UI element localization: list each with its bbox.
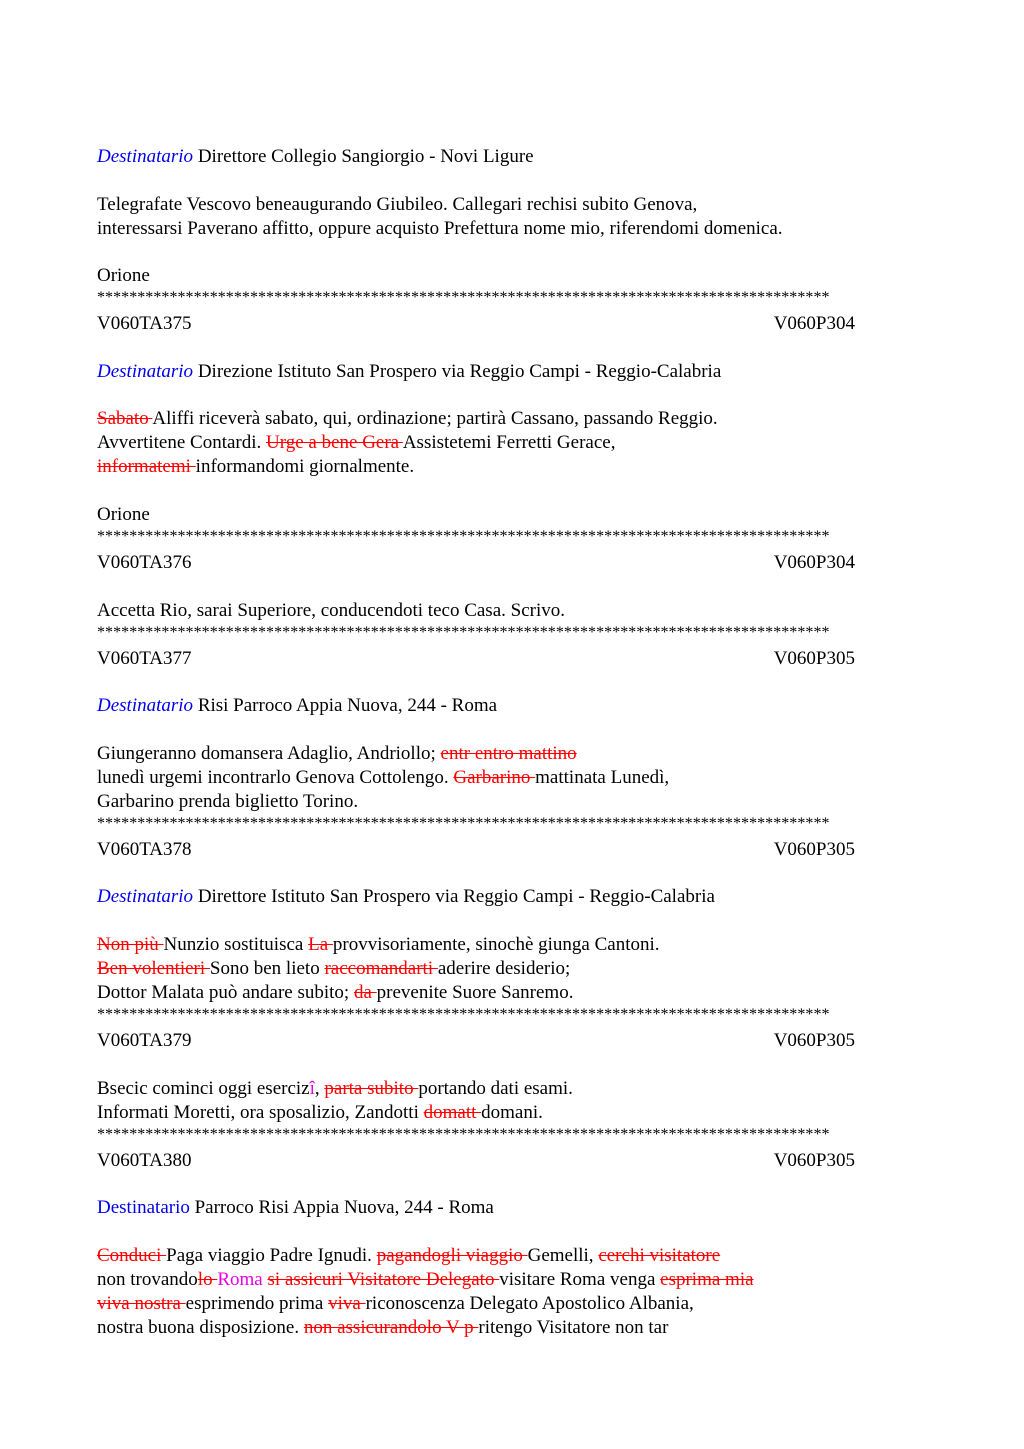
- deleted-text: si assicuri Visitatore Delegato: [267, 1268, 500, 1290]
- deleted-text: lo: [197, 1268, 218, 1290]
- deleted-text: da: [353, 981, 377, 1003]
- page-ref: V060P305: [773, 838, 855, 860]
- telegram-line: Garbarino prenda biglietto Torino.: [97, 790, 359, 812]
- telegram-header: [97, 647, 855, 671]
- deleted-text: non assicurandolo V p: [303, 1316, 479, 1338]
- line-text: esprimendo prima: [185, 1292, 329, 1314]
- deleted-text: esprima mia: [660, 1268, 754, 1290]
- telegram-line: [97, 1077, 927, 1101]
- line-text: Dottor Malata può andare subito;: [97, 981, 354, 1003]
- telegram-line: [97, 407, 927, 431]
- line-text: Avvertitene Contardi.: [97, 432, 267, 454]
- telegram-header: [97, 1149, 855, 1173]
- telegram-id: V060TA377: [97, 647, 192, 669]
- line-text: Bsecic cominci oggi eserciz: [97, 1077, 310, 1099]
- deleted-text: cerchi visitatore: [598, 1244, 721, 1266]
- recipient-line: [97, 145, 927, 169]
- telegram-id: V060TA380: [97, 1149, 192, 1171]
- deleted-text: Ben volentieri: [97, 957, 210, 979]
- telegram-line: [97, 1292, 927, 1316]
- line-text: Assistetemi Ferretti Gerace,: [402, 432, 616, 454]
- line-text: lunedì urgemi incontrarlo Genova Cottolengo.: [97, 766, 454, 788]
- deleted-text: raccomandarti: [324, 957, 438, 979]
- line-text: ,: [314, 1077, 325, 1099]
- deleted-text: Conduci: [97, 1244, 167, 1266]
- line-text: Sono ben lieto: [209, 957, 325, 979]
- line-text: provvisoriamente, sinochè giunga Cantoni.: [332, 933, 660, 955]
- line-text: prevenite Suore Sanremo.: [376, 981, 574, 1003]
- line-text: non trovando: [97, 1268, 198, 1290]
- recipient-line: [97, 885, 927, 909]
- document-body: [97, 145, 927, 1340]
- inserted-text: Roma: [217, 1268, 268, 1290]
- line-text: Gemelli,: [527, 1244, 599, 1266]
- telegram-line: [97, 1101, 927, 1125]
- line-text: Nunzio sostituisca: [163, 933, 309, 955]
- telegram-line: [97, 766, 927, 790]
- destinatario-label: Destinatario: [97, 886, 194, 908]
- telegram-line: [97, 742, 927, 766]
- telegram-header: [97, 1029, 855, 1053]
- recipient-line: [97, 360, 927, 384]
- deleted-text: Urge a bene Gera: [266, 432, 403, 454]
- deleted-text: viva nostra: [97, 1292, 186, 1314]
- separator-stars: [97, 288, 927, 312]
- line-text: informandomi giornalmente.: [195, 456, 415, 478]
- telegram-line: [97, 431, 927, 455]
- recipient-text: Parroco Risi Appia Nuova, 244 - Roma: [194, 1197, 494, 1219]
- deleted-text: Garbarino: [453, 766, 536, 788]
- separator-stars: [97, 814, 927, 838]
- inserted-text: î: [309, 1077, 315, 1099]
- line-text: aderire desiderio;: [437, 957, 571, 979]
- signature: Orione: [97, 503, 150, 525]
- destinatario-label: Destinatario: [97, 360, 194, 382]
- deleted-text: Sabato: [97, 408, 153, 430]
- deleted-text: La: [308, 933, 333, 955]
- telegram-line: interessarsi Paverano affitto, oppure acquisto Prefettura nome mio, riferendomi domenica.: [97, 217, 783, 239]
- recipient-text: Direttore Istituto San Prospero via Reggio Campi - Reggio-Calabria: [197, 886, 715, 908]
- line-text: Aliffi riceverà sabato, qui, ordinazione; partirà Cassano, passando Reggio.: [152, 408, 718, 430]
- telegram-header: [97, 312, 855, 336]
- line-text: Giungeranno domansera Adaglio, Andriollo;: [97, 742, 441, 764]
- destinatario-label: Destinatario: [97, 1197, 190, 1219]
- destinatario-label: Destinatario: [97, 146, 194, 167]
- separator-stars: [97, 1125, 927, 1149]
- telegram-id: V060TA376: [97, 551, 192, 573]
- deleted-text: domatt: [423, 1101, 482, 1123]
- telegram-line: [97, 1268, 927, 1292]
- page-ref: V060P304: [773, 551, 855, 573]
- line-text: domani.: [481, 1101, 543, 1123]
- telegram-line: [97, 957, 927, 981]
- deleted-text: parta subito: [324, 1077, 419, 1099]
- telegram-header: [97, 551, 855, 575]
- deleted-text: entr entro mattino: [440, 742, 577, 764]
- telegram-line: [97, 1316, 927, 1340]
- line-text: mattinata Lunedì,: [535, 766, 670, 788]
- telegram-id: V060TA379: [97, 1029, 192, 1051]
- line-text: visitare Roma venga: [499, 1268, 661, 1290]
- recipient-text: Direttore Collegio Sangiorgio - Novi Ligure: [197, 146, 534, 167]
- recipient-line: [97, 694, 927, 718]
- telegram-line: [97, 933, 927, 957]
- recipient-text: Direzione Istituto San Prospero via Reggio Campi - Reggio-Calabria: [197, 360, 722, 382]
- separator-stars: [97, 1005, 927, 1029]
- recipient-text: Risi Parroco Appia Nuova, 244 - Roma: [197, 695, 498, 717]
- line-text: portando dati esami.: [418, 1077, 573, 1099]
- page-ref: V060P305: [773, 647, 855, 669]
- destinatario-label: Destinatario: [97, 695, 194, 717]
- recipient-line: [97, 1196, 927, 1220]
- separator-stars: [97, 527, 927, 551]
- line-text: riconoscenza Delegato Apostolico Albania,: [365, 1292, 694, 1314]
- line-text: nostra buona disposizione.: [97, 1316, 304, 1338]
- line-text: Informati Moretti, ora sposalizio, Zandotti: [97, 1101, 424, 1123]
- separator-stars: [97, 623, 927, 647]
- telegram-line: Accetta Rio, sarai Superiore, conducendoti teco Casa. Scrivo.: [97, 599, 565, 621]
- page-ref: V060P304: [773, 313, 855, 335]
- telegram-id: V060TA375: [97, 313, 192, 335]
- telegram-line: Telegrafate Vescovo beneaugurando Giubileo. Callegari rechisi subito Genova,: [97, 193, 698, 215]
- page-ref: V060P305: [773, 1149, 855, 1171]
- line-text: ritengo Visitatore non tar: [478, 1316, 669, 1338]
- signature: Orione: [97, 265, 150, 287]
- deleted-text: informatemi: [97, 456, 196, 478]
- telegram-id: V060TA378: [97, 838, 192, 860]
- telegram-line: [97, 455, 927, 479]
- telegram-header: [97, 838, 855, 862]
- deleted-text: Non più: [97, 933, 164, 955]
- telegram-line: [97, 981, 927, 1005]
- deleted-text: viva: [328, 1292, 366, 1314]
- telegram-line: [97, 1244, 927, 1268]
- deleted-text: pagandogli viaggio: [376, 1244, 528, 1266]
- page-ref: V060P305: [773, 1029, 855, 1051]
- line-text: Paga viaggio Padre Ignudi.: [166, 1244, 377, 1266]
